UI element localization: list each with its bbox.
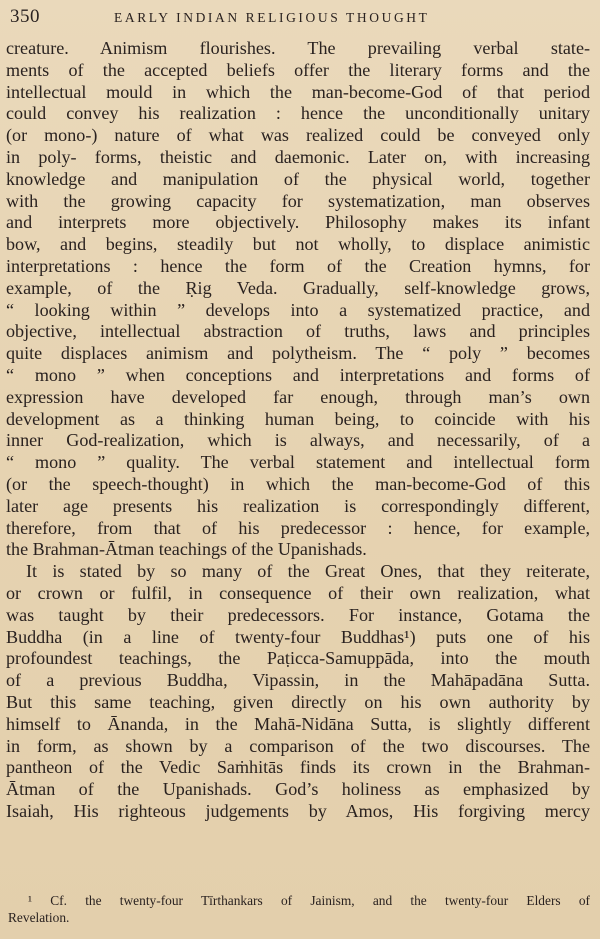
paragraph-2 [6, 561, 590, 823]
text-line: interpretations : hence the form of the Creation hymns, for [6, 255, 590, 276]
text-line: creature. Animism flourishes. The prevailing verbal state- [6, 38, 590, 58]
text-line: example, of the Ṛig Veda. Gradually, self-knowledge grows, [6, 277, 590, 298]
footnote [8, 892, 590, 926]
paragraph-1 [6, 38, 590, 561]
text-line: development as a thinking human being, to coincide with his [6, 408, 590, 429]
text-line: with the growing capacity for systematization, man observes [6, 190, 590, 211]
text-line: expression have developed far enough, through man’s own [6, 386, 590, 407]
text-line: was taught by their predecessors. For instance, Gotama the [6, 604, 590, 625]
text-line: or crown or fulfil, in consequence of their own realization, what [6, 582, 590, 603]
text-line: quite displaces animism and polytheism. The “ poly ” becomes [6, 343, 590, 364]
text-line: “ mono ” when conceptions and interpretations and forms of [6, 364, 590, 385]
text-line: in form, as shown by a comparison of the two discourses. The [6, 735, 590, 756]
text-line: later age presents his realization is correspondingly different, [6, 495, 590, 516]
text-line: himself to Ānanda, in the Mahā-Nidāna Sutta, is slightly different [6, 713, 590, 734]
text-line: in poly- forms, theistic and daemonic. Later on, with increasing [6, 146, 590, 167]
text-line: of a previous Buddha, Vipassin, in the Mahāpadāna Sutta. [6, 670, 590, 691]
text-line: Isaiah, His righteous judgements by Amos, His forgiving mercy [6, 800, 590, 821]
body-text [6, 38, 590, 823]
text-line: knowledge and manipulation of the physical world, together [6, 168, 590, 189]
text-line: intellectual mould in which the man-become-God of that period [6, 81, 590, 102]
text-line: pantheon of the Vedic Saṁhitās finds its crown in the Brahman- [6, 757, 590, 778]
text-line: But this same teaching, given directly on his own authority by [6, 691, 590, 712]
text-line: Ātman of the Upanishads. God’s holiness as emphasized by [6, 779, 590, 800]
text-line: profoundest teachings, the Paṭicca-Samuppāda, into the mouth [6, 648, 590, 669]
text-line: It is stated by so many of the Great Ones, that they reiterate, [26, 561, 590, 582]
text-line: inner God-realization, which is always, and necessarily, of a [6, 430, 590, 451]
text-line: the Brahman-Ātman teachings of the Upanishads. [6, 539, 367, 560]
text-line: ments of the accepted beliefs offer the literary forms and the [6, 59, 590, 80]
page-number: 350 [10, 6, 40, 27]
footnote-line: ¹ Cf. the twenty-four Tīrthankars of Jainism, and the twenty-four Elders of [28, 893, 590, 908]
page-header [8, 6, 592, 32]
text-line: could convey his realization : hence the unconditionally unitary [6, 103, 590, 124]
text-line: (or mono-) nature of what was realized could be conveyed only [6, 125, 590, 146]
text-line: “ looking within ” develops into a systematized practice, and [6, 299, 590, 320]
text-line: objective, intellectual abstraction of truths, laws and principles [6, 321, 590, 342]
text-line: “ mono ” quality. The verbal statement and intellectual form [6, 452, 590, 473]
text-line: therefore, from that of his predecessor : hence, for example, [6, 517, 590, 538]
footnote-line: Revelation. [8, 910, 70, 925]
text-line: bow, and begins, steadily but not wholly, to displace animistic [6, 234, 590, 255]
running-title: EARLY INDIAN RELIGIOUS THOUGHT [114, 10, 430, 25]
text-line: (or the speech-thought) in which the man-become-God of this [6, 473, 590, 494]
text-line: and interprets more objectively. Philosophy makes its infant [6, 212, 590, 233]
text-line: Buddha (in a line of twenty-four Buddhas¹) puts one of his [6, 626, 590, 647]
